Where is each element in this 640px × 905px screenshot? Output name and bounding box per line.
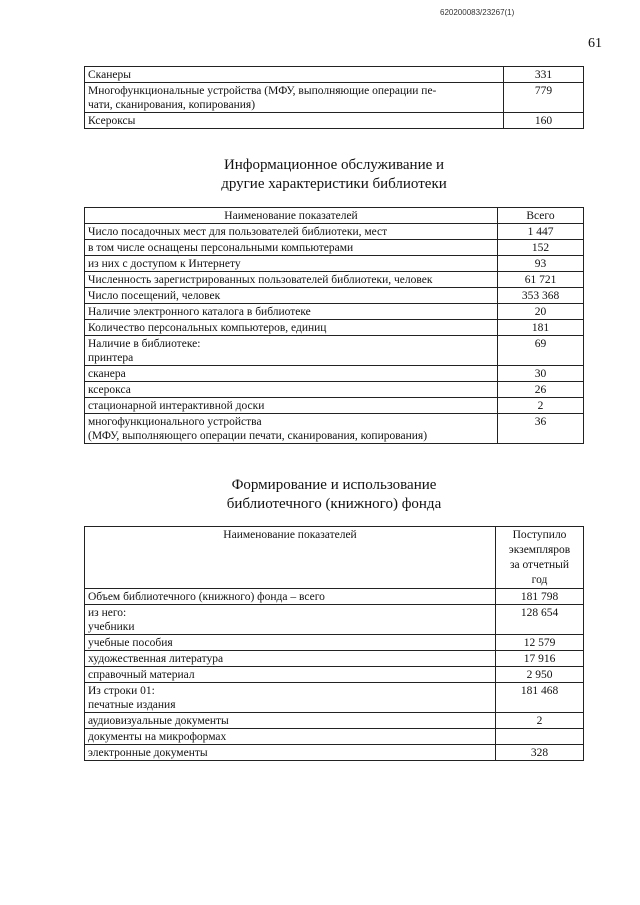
- row-value: 181 468: [496, 683, 584, 713]
- section-heading-info: [84, 156, 584, 194]
- table-row: [85, 288, 584, 304]
- row-name-line1: из него:: [88, 607, 127, 619]
- row-name: стационарной интерактивной доски: [85, 398, 498, 414]
- heading-line2: библиотечного (книжного) фонда: [226, 496, 442, 512]
- row-value: 181: [498, 320, 584, 336]
- row-value: 93: [498, 256, 584, 272]
- row-name: сканера: [85, 366, 498, 382]
- row-name: из них с доступом к Интернету: [85, 256, 498, 272]
- table-row: [85, 683, 584, 713]
- row-value: 128 654: [496, 605, 584, 635]
- row-name: Объем библиотечного (книжного) фонда – всего: [85, 589, 496, 605]
- column-header-value: Всего: [498, 208, 584, 224]
- row-name-line1: многофункционального устройства: [88, 416, 262, 428]
- row-name: [85, 683, 496, 713]
- row-value: 353 368: [498, 288, 584, 304]
- column-header-name: Наименование показателей: [85, 208, 498, 224]
- table-row: [85, 398, 584, 414]
- row-name: Число посещений, человек: [85, 288, 498, 304]
- table-header-row: [85, 527, 584, 589]
- row-value: 779: [504, 83, 584, 113]
- row-value: 2: [496, 713, 584, 729]
- row-value: 1 447: [498, 224, 584, 240]
- table-row: [85, 336, 584, 366]
- table-row: [85, 713, 584, 729]
- heading-line2: другие характеристики библиотеки: [221, 176, 447, 192]
- table-row: [85, 414, 584, 444]
- row-name: справочный материал: [85, 667, 496, 683]
- row-name-line2: учебники: [88, 621, 135, 633]
- row-value: 12 579: [496, 635, 584, 651]
- row-name: в том числе оснащены персональными компьютерами: [85, 240, 498, 256]
- row-name: ксерокса: [85, 382, 498, 398]
- table-row: [85, 382, 584, 398]
- row-name: документы на микроформах: [85, 729, 496, 745]
- row-value: 160: [504, 113, 584, 129]
- row-value: 17 916: [496, 651, 584, 667]
- row-name: Наличие электронного каталога в библиотеке: [85, 304, 498, 320]
- table-row: [85, 67, 584, 83]
- header-line: Поступило: [512, 529, 567, 541]
- table-row: [85, 272, 584, 288]
- row-value: 328: [496, 745, 584, 761]
- row-value: 30: [498, 366, 584, 382]
- table-row: [85, 240, 584, 256]
- row-value: 36: [498, 414, 584, 444]
- table-row: [85, 745, 584, 761]
- table-row: [85, 651, 584, 667]
- row-name: Численность зарегистрированных пользователей библиотеки, человек: [85, 272, 498, 288]
- row-value: 69: [498, 336, 584, 366]
- table-row: [85, 729, 584, 745]
- table-row: [85, 320, 584, 336]
- row-name: художественная литература: [85, 651, 496, 667]
- table-row: [85, 589, 584, 605]
- row-name-line1: Из строки 01:: [88, 685, 155, 697]
- header-line: год: [531, 574, 548, 586]
- table-row: [85, 304, 584, 320]
- column-header-name: Наименование показателей: [85, 527, 496, 589]
- row-name: электронные документы: [85, 745, 496, 761]
- row-name: Ксероксы: [85, 113, 504, 129]
- row-name: [85, 414, 498, 444]
- row-name: аудиовизуальные документы: [85, 713, 496, 729]
- row-name: учебные пособия: [85, 635, 496, 651]
- section-heading-fund: [84, 476, 584, 514]
- header-line: за отчетный: [509, 559, 570, 571]
- document-id: 620200083/23267(1): [440, 8, 515, 17]
- row-name: Количество персональных компьютеров, единиц: [85, 320, 498, 336]
- row-value: 181 798: [496, 589, 584, 605]
- table-row: [85, 366, 584, 382]
- row-value: 331: [504, 67, 584, 83]
- heading-line1: Формирование и использование: [231, 477, 437, 493]
- page-number: 61: [588, 36, 602, 51]
- library-fund-table: [84, 526, 584, 761]
- row-name-line2: чати, сканирования, копирования): [88, 99, 256, 111]
- row-name: [85, 336, 498, 366]
- row-value: 152: [498, 240, 584, 256]
- table-row: [85, 667, 584, 683]
- row-name: Число посадочных мест для пользователей библиотеки, мест: [85, 224, 498, 240]
- table-header-row: [85, 208, 584, 224]
- row-value: 61 721: [498, 272, 584, 288]
- header-line: экземпляров: [508, 544, 571, 556]
- column-header-value: [496, 527, 584, 589]
- row-name-line1: Многофункциональные устройства (МФУ, выполняющие операции пе-: [88, 85, 437, 97]
- row-name-line1: Наличие в библиотеке:: [88, 338, 201, 350]
- table-row: [85, 605, 584, 635]
- row-name: Сканеры: [85, 67, 504, 83]
- row-name: [85, 83, 504, 113]
- row-value: 20: [498, 304, 584, 320]
- row-value: 2: [498, 398, 584, 414]
- row-name-line2: печатные издания: [88, 699, 176, 711]
- equipment-table: [84, 66, 584, 129]
- row-value: [496, 729, 584, 745]
- table-row: [85, 113, 584, 129]
- table-row: [85, 256, 584, 272]
- heading-line1: Информационное обслуживание и: [223, 157, 445, 173]
- row-name-line2: (МФУ, выполняющего операции печати, сканирования, копирования): [88, 430, 428, 442]
- row-value: 2 950: [496, 667, 584, 683]
- library-info-table: [84, 207, 584, 444]
- row-name: [85, 605, 496, 635]
- table-row: [85, 635, 584, 651]
- table-row: [85, 83, 584, 113]
- table-row: [85, 224, 584, 240]
- row-name-line2: принтера: [88, 352, 134, 364]
- row-value: 26: [498, 382, 584, 398]
